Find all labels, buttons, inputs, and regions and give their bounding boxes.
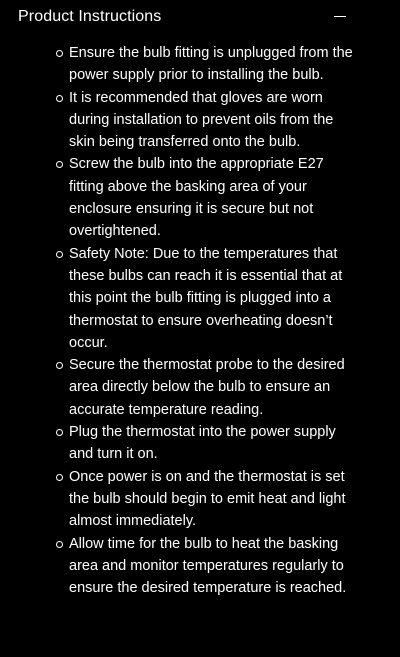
list-item-text: Once power is on and the thermostat is set the bulb should begin to emit heat and light almost immediately. bbox=[69, 468, 346, 530]
accordion-body bbox=[0, 34, 400, 599]
circle-bullet-icon bbox=[56, 474, 63, 481]
list-item-text: Ensure the bulb fitting is unplugged from the power supply prior to installing the bulb. bbox=[69, 45, 353, 84]
list-item bbox=[50, 42, 360, 87]
circle-bullet-icon bbox=[56, 429, 63, 436]
circle-bullet-icon bbox=[56, 541, 63, 548]
circle-bullet-icon bbox=[56, 50, 63, 57]
list-item-text: Safety Note: Due to the temperatures that these bulbs can reach it is essential that at this point the bulb fitting is plugged into a thermostat to ensure overheating doesn’t occur. bbox=[69, 245, 343, 351]
circle-bullet-icon bbox=[56, 362, 63, 369]
instructions-list bbox=[50, 42, 360, 599]
list-item bbox=[50, 533, 360, 600]
circle-bullet-icon bbox=[56, 161, 63, 168]
list-item bbox=[50, 87, 360, 154]
list-item bbox=[50, 466, 360, 533]
list-item-text: Plug the thermostat into the power supply and turn it on. bbox=[69, 424, 336, 463]
circle-bullet-icon bbox=[56, 251, 63, 258]
circle-bullet-icon bbox=[56, 95, 63, 102]
list-item bbox=[50, 153, 360, 242]
list-item-text: Allow time for the bulb to heat the basking area and monitor temperatures regularly to ensure the desired temperature is reached. bbox=[69, 535, 347, 597]
list-item-text: It is recommended that gloves are worn during installation to prevent oils from the skin being transferred onto the bulb. bbox=[69, 89, 334, 151]
accordion-title: Product Instructions bbox=[18, 8, 162, 25]
accordion-header[interactable] bbox=[0, 0, 400, 34]
list-item bbox=[50, 243, 360, 354]
minus-icon[interactable] bbox=[334, 11, 346, 23]
list-item-text: Secure the thermostat probe to the desired area directly below the bulb to ensure an accurate temperature reading. bbox=[69, 357, 345, 418]
list-item bbox=[50, 421, 360, 466]
list-item-text: Screw the bulb into the appropriate E27 fitting above the basking area of your enclosure ensuring it is secure but not overtightened. bbox=[69, 156, 324, 240]
list-item bbox=[50, 354, 360, 421]
